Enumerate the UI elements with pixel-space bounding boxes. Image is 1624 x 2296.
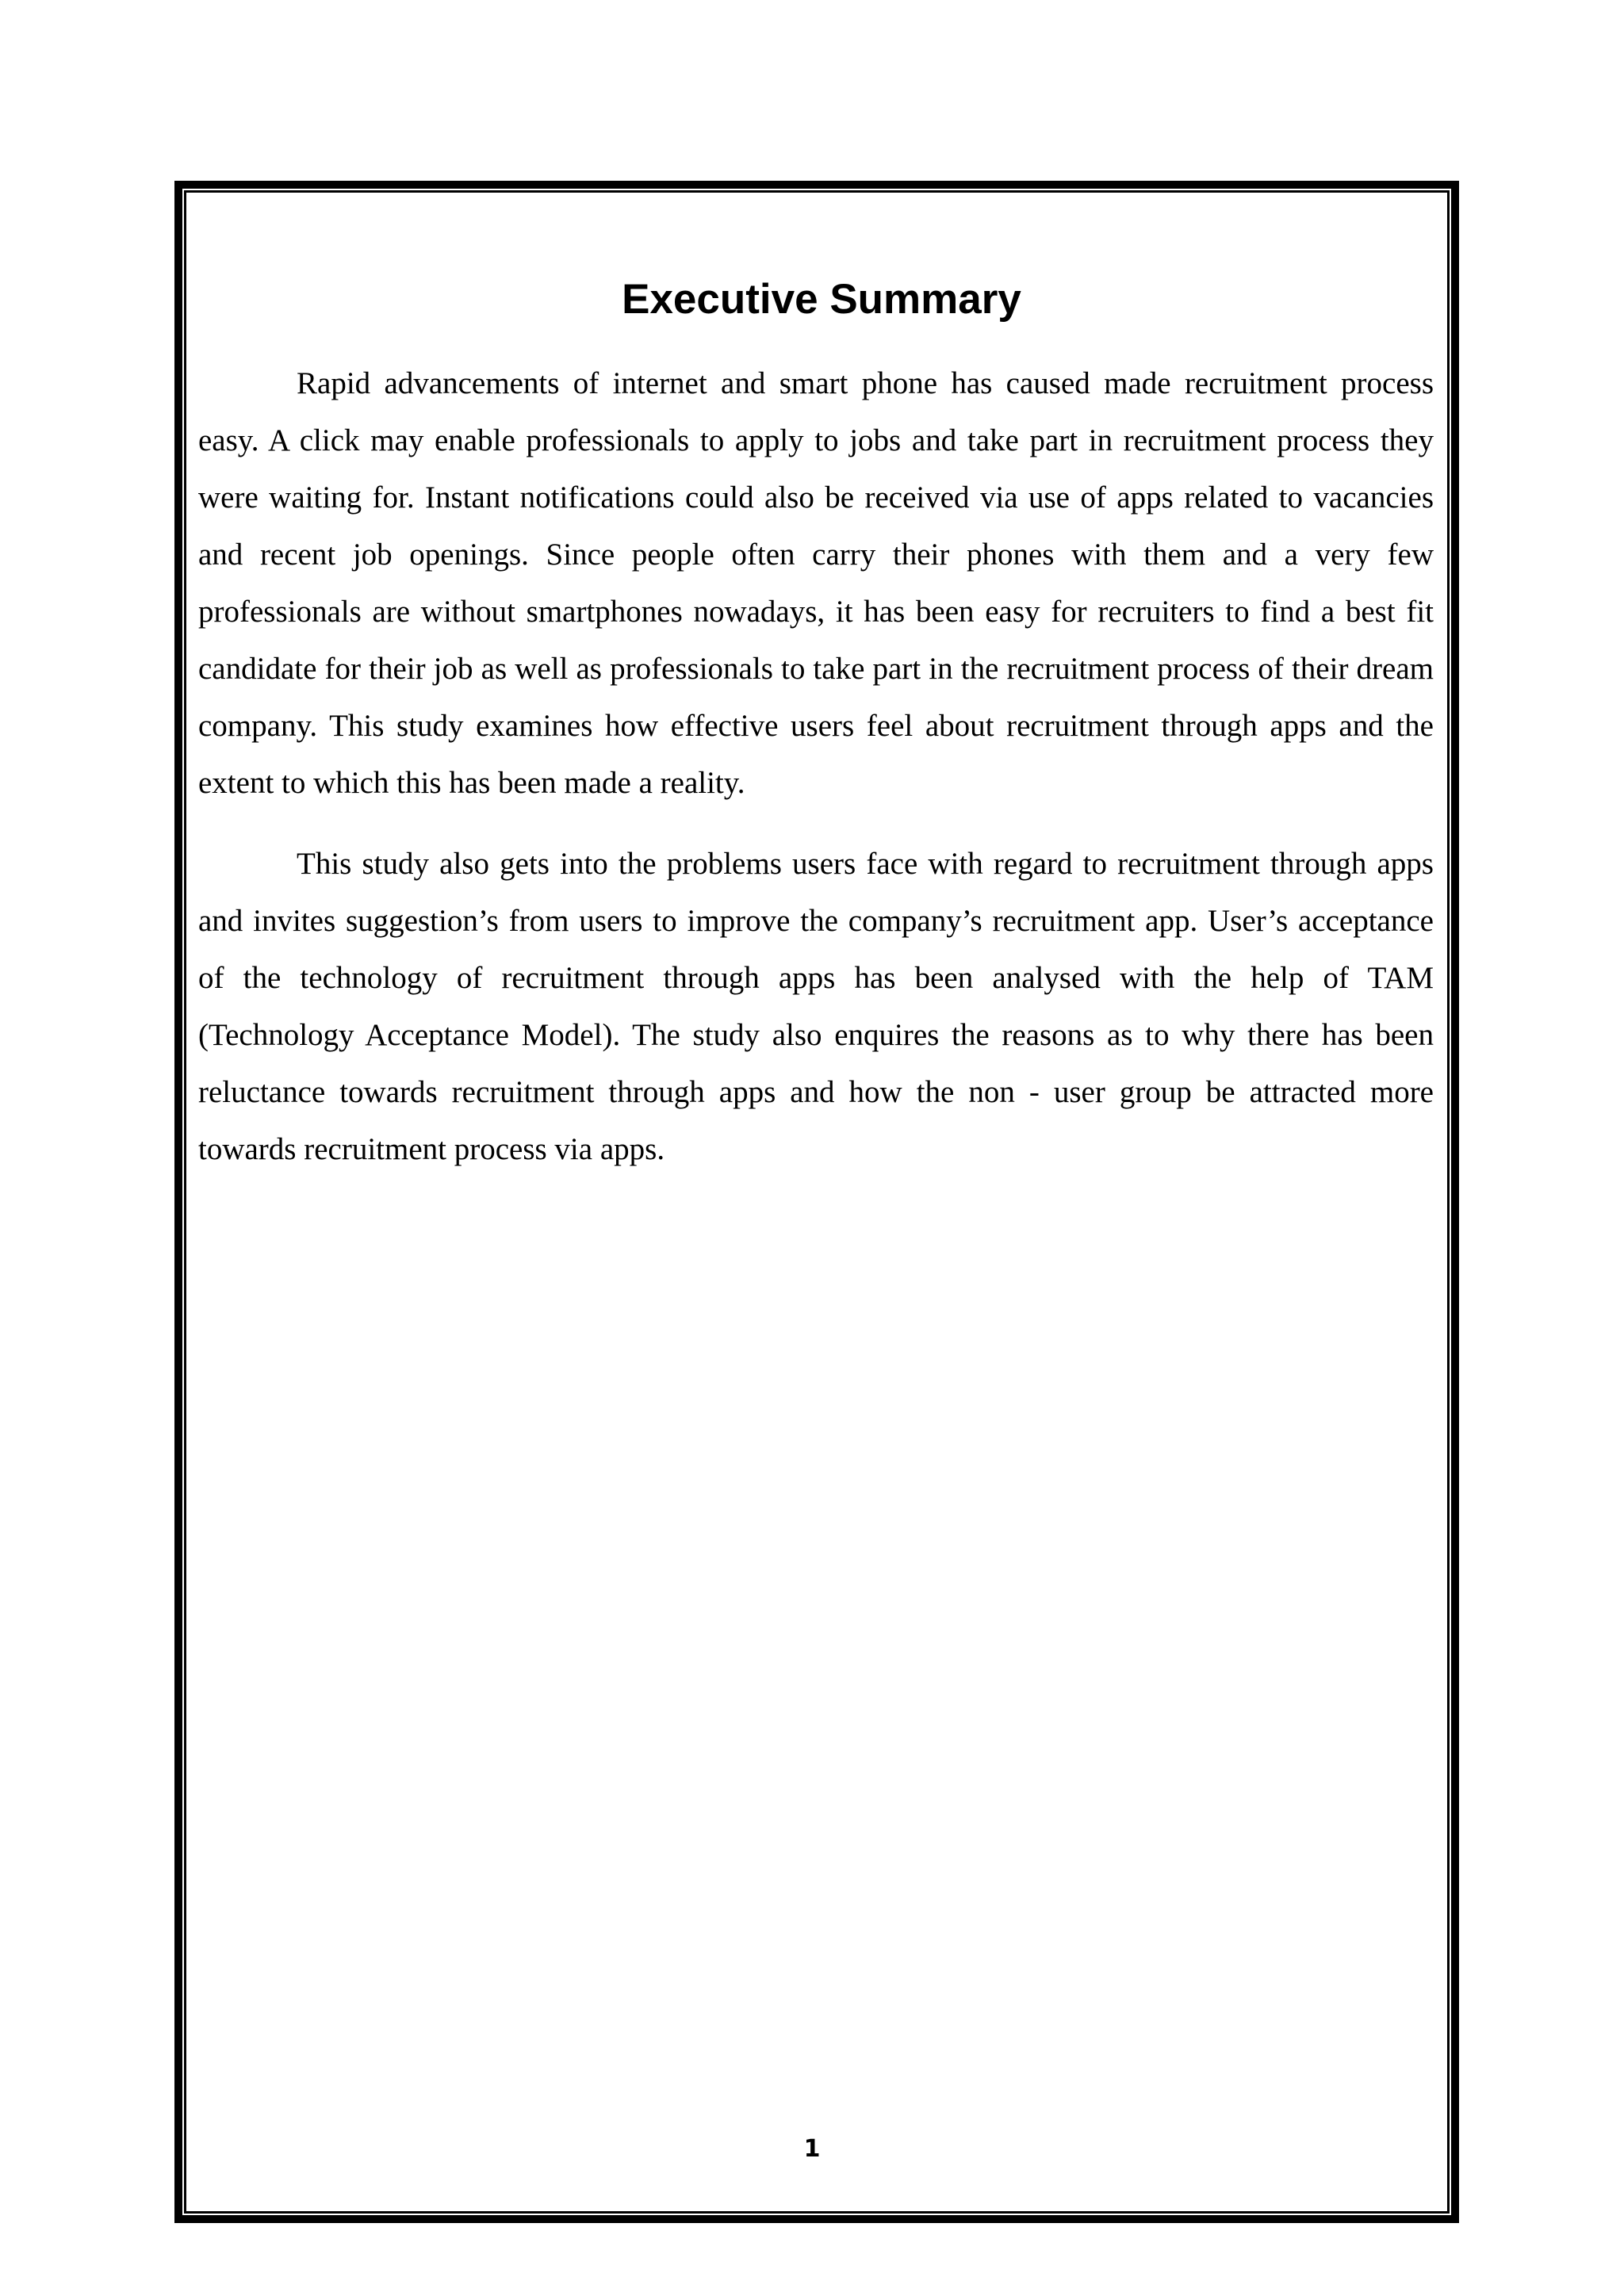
page-number: 1	[803, 2135, 821, 2163]
page-title: Executive Summary	[622, 276, 1021, 323]
paragraph-2: This study also gets into the problems users face with regard to recruitment through apps and invites suggestion’s from users to improve the company’s recruitment app. User’s acceptance of the technology of recruitment through apps has been analysed with the help of TAM (Technology Acceptance Model). The study also enquires the reasons as to why there has been reluctance towards recruitment through apps and how the non - user group be attracted more towards recruitment process via apps.	[198, 847, 1434, 1166]
page-content	[198, 262, 1434, 1178]
paragraph-1: Rapid advancements of internet and smart phone has caused made recruitment process easy. A click may enable professionals to apply to jobs and take part in recruitment process they were waiting for. Instant notifications could also be received via use of apps related to vacancies and recent job openings. Since people often carry their phones with them and a very few professionals are without smartphones nowadays, it has been easy for recruiters to find a best fit candidate for their job as well as professionals to take part in the recruitment process of their dream company. This study examines how effective users feel about recruitment through apps and the extent to which this has been made a reality.	[198, 366, 1434, 800]
